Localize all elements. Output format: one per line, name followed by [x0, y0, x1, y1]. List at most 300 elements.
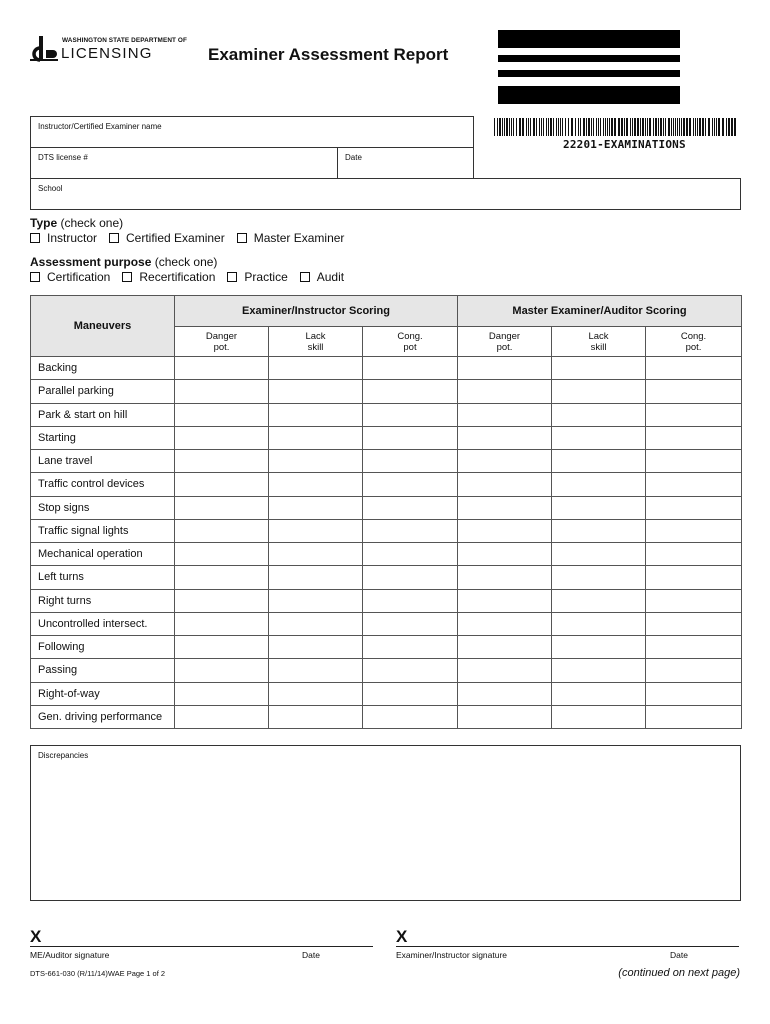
barcode-bar: [677, 118, 678, 136]
master-scoring-header: Master Examiner/Auditor Scoring: [458, 296, 742, 327]
barcode-bar: [522, 118, 524, 136]
barcode-bar: [575, 118, 576, 136]
purpose-heading: [30, 255, 217, 269]
score-cell[interactable]: [269, 357, 363, 380]
barcode-bar: [571, 118, 573, 136]
table-row: [31, 357, 742, 380]
score-cell[interactable]: [552, 659, 646, 682]
col-header-line: skill: [307, 341, 324, 353]
score-cell[interactable]: [363, 543, 458, 566]
score-cell[interactable]: [363, 659, 458, 682]
col-header-line: Cong.: [680, 330, 707, 342]
col-header-line: pot: [403, 341, 417, 353]
score-cell[interactable]: [552, 519, 646, 542]
barcode-bar: [519, 118, 521, 136]
table-row: [31, 473, 742, 496]
table-row: [31, 659, 742, 682]
discrepancies-label: Discrepancies: [38, 751, 89, 760]
continued-note: (continued on next page): [618, 967, 740, 979]
office-use-bar: [498, 86, 680, 104]
score-cell[interactable]: [646, 496, 742, 519]
score-cell[interactable]: [269, 403, 363, 426]
score-cell[interactable]: [646, 566, 742, 589]
score-cell[interactable]: [552, 496, 646, 519]
agency-name: LICENSING: [61, 45, 153, 62]
score-cell[interactable]: [175, 357, 269, 380]
barcode-bar: [647, 118, 648, 136]
office-use-bar: [498, 70, 680, 77]
score-cell[interactable]: [552, 612, 646, 635]
score-cell[interactable]: [363, 473, 458, 496]
score-cell[interactable]: [269, 659, 363, 682]
barcode-bar: [726, 118, 727, 136]
score-cell[interactable]: [363, 612, 458, 635]
maneuver-label: Passing: [31, 659, 175, 682]
score-cell[interactable]: [552, 426, 646, 449]
scoring-table: [30, 295, 742, 729]
score-cell[interactable]: [363, 636, 458, 659]
maneuver-label: Backing: [31, 357, 175, 380]
barcode-bar: [722, 118, 724, 136]
purpose-heading-text: Assessment purpose: [30, 255, 152, 269]
score-cell[interactable]: [646, 403, 742, 426]
barcode-bar: [611, 118, 613, 136]
score-cell[interactable]: [458, 450, 552, 473]
barcode-bar: [497, 118, 498, 136]
barcode-bar: [605, 118, 606, 136]
table-row: [31, 705, 742, 728]
col-header-line: Danger: [488, 330, 521, 342]
score-cell[interactable]: [175, 473, 269, 496]
barcode-bar: [558, 118, 559, 136]
checkbox[interactable]: [109, 233, 119, 243]
score-cell[interactable]: [175, 403, 269, 426]
barcode-bar: [683, 118, 685, 136]
col-header-line: pot.: [685, 341, 702, 353]
barcode-bar: [665, 118, 666, 136]
option-label: Master Examiner: [253, 231, 345, 245]
barcode-bar: [668, 118, 670, 136]
barcode-bar: [578, 118, 579, 136]
score-cell[interactable]: [458, 659, 552, 682]
maneuver-label: Right-of-way: [31, 682, 175, 705]
examiner-date-label: Date: [670, 950, 688, 960]
maneuver-label: Traffic control devices: [31, 473, 175, 496]
score-cell[interactable]: [646, 682, 742, 705]
maneuver-label: Traffic signal lights: [31, 519, 175, 542]
col-header-cong: [646, 327, 742, 357]
barcode-bar: [600, 118, 601, 136]
barcode-bar: [593, 118, 594, 136]
form-title: Examiner Assessment Report: [208, 45, 449, 64]
barcode-bar: [686, 118, 688, 136]
score-cell[interactable]: [363, 357, 458, 380]
maneuver-label: Mechanical operation: [31, 543, 175, 566]
score-cell[interactable]: [363, 589, 458, 612]
score-cell[interactable]: [175, 566, 269, 589]
table-row: [31, 566, 742, 589]
option-label: Certification: [47, 270, 111, 284]
agency-line: WASHINGTON STATE DEPARTMENT OF: [62, 37, 188, 44]
barcode-bar: [671, 118, 672, 136]
signature-mark: X: [396, 927, 408, 946]
dol-logo: [30, 36, 188, 66]
score-cell[interactable]: [175, 450, 269, 473]
score-cell[interactable]: [363, 566, 458, 589]
barcode-bar: [586, 118, 587, 136]
col-header-cong: [363, 327, 458, 357]
type-heading: [30, 216, 123, 230]
barcode-bar: [546, 118, 547, 136]
score-cell[interactable]: [458, 380, 552, 403]
office-use-bar: [498, 30, 680, 48]
barcode-bar: [649, 118, 651, 136]
barcode-bar: [618, 118, 620, 136]
barcode-bar: [705, 118, 706, 136]
barcode-bar: [632, 118, 633, 136]
score-cell[interactable]: [552, 566, 646, 589]
purpose-option-practice[interactable]: [227, 270, 287, 284]
barcode-bar: [640, 118, 641, 136]
school-field[interactable]: [30, 178, 741, 210]
score-cell[interactable]: [175, 682, 269, 705]
barcode-bar: [642, 118, 644, 136]
checkbox[interactable]: [122, 272, 132, 282]
barcode-bar: [506, 118, 508, 136]
barcode-bar: [702, 118, 704, 136]
barcode-bar: [695, 118, 696, 136]
barcode-bar: [568, 118, 569, 136]
col-header-lack-skill: [269, 327, 363, 357]
table-row: [31, 403, 742, 426]
barcode-bar: [614, 118, 616, 136]
score-cell[interactable]: [269, 426, 363, 449]
score-cell[interactable]: [363, 519, 458, 542]
score-cell[interactable]: [552, 543, 646, 566]
score-cell[interactable]: [646, 636, 742, 659]
score-cell[interactable]: [269, 589, 363, 612]
score-cell[interactable]: [552, 380, 646, 403]
barcode-bar: [603, 118, 604, 136]
score-cell[interactable]: [458, 543, 552, 566]
table-row: [31, 496, 742, 519]
barcode-bar: [660, 118, 662, 136]
examiner-scoring-header: Examiner/Instructor Scoring: [175, 296, 458, 327]
barcode-bar: [548, 118, 549, 136]
barcode-bar: [621, 118, 623, 136]
type-options: [30, 231, 356, 245]
barcode-bar: [655, 118, 657, 136]
examiner-name-field[interactable]: [30, 116, 474, 148]
checkbox[interactable]: [30, 272, 40, 282]
score-cell[interactable]: [175, 659, 269, 682]
score-cell[interactable]: [646, 589, 742, 612]
barcode-bar: [731, 118, 733, 136]
score-cell[interactable]: [552, 682, 646, 705]
option-label: Practice: [244, 270, 288, 284]
barcode-bar: [583, 118, 585, 136]
score-cell[interactable]: [552, 403, 646, 426]
table-row: [31, 380, 742, 403]
barcode-bar: [634, 118, 636, 136]
score-cell[interactable]: [269, 519, 363, 542]
maneuver-label: Left turns: [31, 566, 175, 589]
table-row: [31, 636, 742, 659]
score-cell[interactable]: [552, 589, 646, 612]
barcode-bar: [562, 118, 563, 136]
barcode-bar: [630, 118, 631, 136]
barcode-bar: [714, 118, 715, 136]
barcode-bar: [560, 118, 561, 136]
score-cell[interactable]: [175, 636, 269, 659]
barcode-bar: [728, 118, 730, 136]
barcode-bar: [626, 118, 628, 136]
score-cell[interactable]: [269, 636, 363, 659]
barcode-bar: [530, 118, 531, 136]
score-cell[interactable]: [175, 612, 269, 635]
option-label: Certified Examiner: [126, 231, 225, 245]
purpose-hint: (check one): [151, 255, 218, 269]
barcode: [494, 118, 739, 136]
barcode-bar: [511, 118, 512, 136]
maneuver-label: Right turns: [31, 589, 175, 612]
barcode-bar: [591, 118, 592, 136]
barcode-bar: [679, 118, 680, 136]
barcode-bar: [658, 118, 659, 136]
barcode-bar: [637, 118, 639, 136]
school-label: School: [38, 184, 63, 193]
score-cell[interactable]: [646, 659, 742, 682]
dol-logo-icon: [30, 36, 58, 62]
license-label: DTS license #: [38, 153, 88, 162]
barcode-bar: [528, 118, 529, 136]
barcode-bar: [689, 118, 691, 136]
purpose-option-certification[interactable]: [30, 270, 110, 284]
table-row: [31, 589, 742, 612]
maneuver-label: Uncontrolled intersect.: [31, 612, 175, 635]
table-row: [31, 682, 742, 705]
barcode-bar: [509, 118, 510, 136]
score-cell[interactable]: [269, 705, 363, 728]
score-cell[interactable]: [458, 612, 552, 635]
type-option-instructor[interactable]: [30, 231, 97, 245]
score-cell[interactable]: [646, 612, 742, 635]
score-cell[interactable]: [552, 450, 646, 473]
table-row: [31, 426, 742, 449]
score-cell[interactable]: [646, 380, 742, 403]
col-header-line: pot.: [496, 341, 513, 353]
barcode-bar: [699, 118, 701, 136]
score-cell[interactable]: [363, 403, 458, 426]
col-header-line: Danger: [205, 330, 238, 342]
col-header-line: Lack: [305, 330, 326, 342]
barcode-bar: [499, 118, 501, 136]
barcode-text: 22201-EXAMINATIONS: [563, 138, 686, 151]
barcode-bar: [609, 118, 610, 136]
score-cell[interactable]: [363, 682, 458, 705]
score-cell[interactable]: [269, 566, 363, 589]
barcode-bar: [693, 118, 694, 136]
barcode-bar: [533, 118, 535, 136]
score-cell[interactable]: [458, 705, 552, 728]
barcode-bar: [607, 118, 608, 136]
score-cell[interactable]: [458, 496, 552, 519]
score-cell[interactable]: [175, 380, 269, 403]
me-auditor-date-label: Date: [302, 950, 320, 960]
type-heading-text: Type: [30, 216, 58, 230]
barcode-bar: [645, 118, 646, 136]
barcode-bar: [556, 118, 557, 136]
score-cell[interactable]: [458, 403, 552, 426]
barcode-bar: [734, 118, 736, 136]
checkbox[interactable]: [227, 272, 237, 282]
maneuver-label: Lane travel: [31, 450, 175, 473]
barcode-bar: [681, 118, 682, 136]
col-header-lack-skill: [552, 327, 646, 357]
barcode-bar: [536, 118, 537, 136]
option-label: Instructor: [47, 231, 98, 245]
barcode-bar: [526, 118, 527, 136]
col-header-danger: [458, 327, 552, 357]
table-row: [31, 612, 742, 635]
score-cell[interactable]: [646, 473, 742, 496]
date-field[interactable]: [337, 147, 474, 179]
barcode-bar: [718, 118, 720, 136]
maneuver-label: Park & start on hill: [31, 403, 175, 426]
score-cell[interactable]: [175, 705, 269, 728]
col-header-line: Lack: [588, 330, 609, 342]
score-cell[interactable]: [363, 426, 458, 449]
score-cell[interactable]: [269, 496, 363, 519]
barcode-bar: [494, 118, 495, 136]
score-cell[interactable]: [269, 612, 363, 635]
discrepancies-field[interactable]: [30, 745, 741, 901]
col-header-danger: [175, 327, 269, 357]
score-cell[interactable]: [458, 357, 552, 380]
barcode-bar: [541, 118, 542, 136]
score-cell[interactable]: [363, 450, 458, 473]
barcode-bar: [565, 118, 566, 136]
barcode-bar: [708, 118, 710, 136]
barcode-bar: [580, 118, 581, 136]
examiner-signature-label: Examiner/Instructor signature: [396, 950, 508, 960]
score-cell[interactable]: [175, 543, 269, 566]
barcode-bar: [675, 118, 676, 136]
barcode-bar: [673, 118, 674, 136]
col-header-line: skill: [590, 341, 607, 353]
type-option-certified-examiner[interactable]: [109, 231, 225, 245]
score-cell[interactable]: [646, 543, 742, 566]
maneuver-label: Stop signs: [31, 496, 175, 519]
checkbox[interactable]: [30, 233, 40, 243]
barcode-bar: [697, 118, 698, 136]
score-cell[interactable]: [269, 450, 363, 473]
score-cell[interactable]: [458, 426, 552, 449]
col-header-line: pot.: [213, 341, 230, 353]
score-cell[interactable]: [552, 473, 646, 496]
score-cell[interactable]: [646, 357, 742, 380]
barcode-bar: [502, 118, 503, 136]
score-cell[interactable]: [646, 519, 742, 542]
score-cell[interactable]: [175, 589, 269, 612]
table-row: [31, 519, 742, 542]
score-cell[interactable]: [363, 705, 458, 728]
barcode-bar: [598, 118, 599, 136]
maneuver-label: Parallel parking: [31, 380, 175, 403]
checkbox[interactable]: [300, 272, 310, 282]
barcode-bar: [516, 118, 517, 136]
barcode-bar: [553, 118, 554, 136]
checkbox[interactable]: [237, 233, 247, 243]
barcode-bar: [653, 118, 654, 136]
score-cell[interactable]: [363, 496, 458, 519]
barcode-bar: [588, 118, 590, 136]
purpose-option-audit[interactable]: [300, 270, 344, 284]
score-cell[interactable]: [646, 426, 742, 449]
maneuvers-header: Maneuvers: [31, 296, 175, 357]
score-cell[interactable]: [458, 589, 552, 612]
barcode-bar: [596, 118, 597, 136]
score-cell[interactable]: [458, 566, 552, 589]
me-auditor-signature-label: ME/Auditor signature: [30, 950, 110, 960]
score-cell[interactable]: [458, 473, 552, 496]
signature-mark: X: [30, 927, 42, 946]
barcode-bar: [712, 118, 713, 136]
purpose-options: [30, 270, 356, 284]
table-row: [31, 450, 742, 473]
barcode-bar: [513, 118, 514, 136]
barcode-bar: [624, 118, 625, 136]
score-cell[interactable]: [269, 682, 363, 705]
maneuver-label: Following: [31, 636, 175, 659]
examiner-signature-line[interactable]: [396, 946, 739, 947]
score-cell[interactable]: [269, 543, 363, 566]
score-cell[interactable]: [458, 636, 552, 659]
purpose-option-recertification[interactable]: [122, 270, 215, 284]
score-cell[interactable]: [646, 450, 742, 473]
examiner-name-label: Instructor/Certified Examiner name: [38, 122, 162, 131]
type-option-master-examiner[interactable]: [237, 231, 345, 245]
barcode-bar: [539, 118, 540, 136]
score-cell[interactable]: [175, 496, 269, 519]
score-cell[interactable]: [269, 380, 363, 403]
license-field[interactable]: [30, 147, 338, 179]
score-cell[interactable]: [175, 426, 269, 449]
score-cell[interactable]: [269, 473, 363, 496]
score-cell[interactable]: [175, 519, 269, 542]
score-cell[interactable]: [363, 380, 458, 403]
form-id: DTS-661-030 (R/11/14)WAE Page 1 of 2: [30, 969, 166, 978]
score-cell[interactable]: [458, 682, 552, 705]
score-cell[interactable]: [646, 705, 742, 728]
maneuver-label: Starting: [31, 426, 175, 449]
barcode-bar: [543, 118, 544, 136]
office-use-bar: [498, 55, 680, 62]
option-label: Recertification: [139, 270, 216, 284]
me-auditor-signature-line[interactable]: [30, 946, 373, 947]
barcode-bar: [550, 118, 552, 136]
barcode-bar: [663, 118, 664, 136]
score-cell[interactable]: [552, 357, 646, 380]
score-cell[interactable]: [552, 636, 646, 659]
score-cell[interactable]: [458, 519, 552, 542]
table-row: [31, 543, 742, 566]
maneuver-label: Gen. driving performance: [31, 705, 175, 728]
score-cell[interactable]: [552, 705, 646, 728]
type-hint: (check one): [57, 216, 124, 230]
barcode-bar: [716, 118, 717, 136]
option-label: Audit: [316, 270, 345, 284]
